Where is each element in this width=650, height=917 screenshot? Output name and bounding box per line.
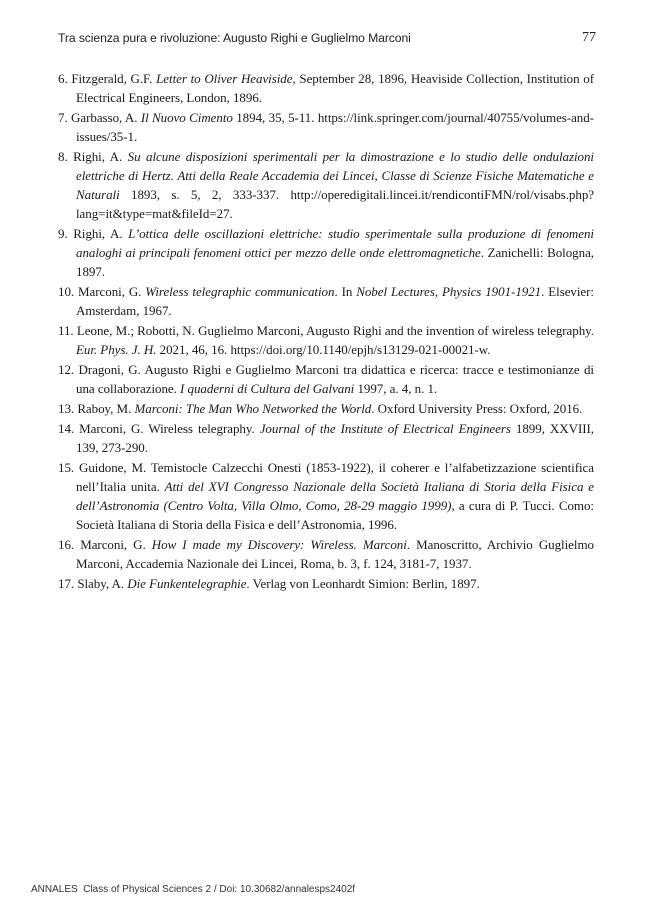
journal-footer: ANNALES Class of Physical Sciences 2 / Doi: 10.30682/annalesps2402f: [31, 884, 356, 895]
reference-title: I quaderni di Cultura del Galvani: [180, 381, 355, 396]
reference-text: Marconi, G.: [80, 537, 152, 552]
reference-number: 10.: [58, 284, 79, 299]
reference-text: . Zanichelli: Bologna, 1897.: [76, 245, 594, 279]
reference-item: [58, 224, 594, 281]
reference-number: 9.: [58, 226, 74, 241]
reference-title: Atti del XVI Congresso Nazionale della Società Italiana di Storia della Fisica e dell’Astronomia (Centro Volta, Villa Olmo, Como, 28-29 maggio 1999): [76, 479, 594, 513]
reference-text: Fitzgerald, G.F.: [71, 71, 157, 86]
reference-title: Eur. Phys. J. H.: [76, 342, 157, 357]
reference-item: [58, 69, 594, 107]
reference-number: 7.: [58, 110, 72, 125]
reference-number: 16.: [58, 537, 81, 552]
reference-text: 1894, 35, 5-11. https://link.springer.com/journal/40755/volumes-and-issues/35-1.: [76, 110, 594, 144]
reference-text: 1997, a. 4, n. 1.: [354, 381, 438, 396]
reference-text: Guidone, M. Temistocle Calzecchi Onesti (1853-1922), il coherer e l’alfabetizzazione scientifica nell’Italia unita.: [76, 460, 594, 494]
reference-text: 2021, 46, 16. https://doi.org/10.1140/epjh/s13129-021-00021-w.: [156, 342, 491, 357]
reference-list: [58, 69, 594, 594]
reference-text: Slaby, A.: [77, 576, 128, 591]
reference-text: Righi, A.: [73, 226, 129, 241]
reference-title: Marconi: The Man Who Networked the World: [134, 401, 372, 416]
reference-number: 12.: [58, 362, 79, 377]
reference-number: 17.: [58, 576, 78, 591]
reference-number: 8.: [58, 149, 74, 164]
reference-item: [58, 574, 594, 593]
reference-text: . In: [334, 284, 357, 299]
reference-number: 11.: [58, 323, 77, 338]
reference-text: Dragoni, G. Augusto Righi e Guglielmo Marconi tra didattica e ricerca: tracce e testimonianze di una collaborazione.: [76, 362, 594, 396]
reference-text: Garbasso, A.: [71, 110, 141, 125]
reference-text: . Oxford University Press: Oxford, 2016.: [371, 401, 583, 416]
reference-text: . Elsevier: Amsterdam, 1967.: [76, 284, 594, 318]
reference-text: , a cura di P. Tucci. Como: Società Italiana di Storia della Fisica e dell’Astronomia, 1996.: [76, 498, 594, 532]
reference-text: , September 28, 1896, Heaviside Collection, Institution of Electrical Engineers, London, 1896.: [76, 71, 594, 105]
reference-title: Il Nuovo Cimento: [140, 110, 233, 125]
reference-item: [58, 108, 594, 146]
reference-text: Marconi, G.: [78, 284, 146, 299]
reference-number: 14.: [58, 421, 80, 436]
reference-item: [58, 399, 594, 418]
reference-item: [58, 360, 594, 398]
reference-number: 6.: [58, 71, 72, 86]
reference-item: [58, 282, 594, 320]
reference-title: Nobel Lectures, Physics 1901-1921: [356, 284, 542, 299]
page-number: 77: [582, 30, 596, 45]
reference-number: 13.: [58, 401, 78, 416]
reference-number: 15.: [58, 460, 79, 475]
reference-text: Marconi, G. Wireless telegraphy.: [79, 421, 260, 436]
page-header: [58, 31, 596, 51]
reference-title: L’ottica delle oscillazioni elettriche: studio sperimentale sulla produzione di fenomeni analoghi ai principali fenomeni ottici per mezzo delle onde elettromagnetiche: [76, 226, 594, 260]
reference-text: . Manoscritto, Archivio Guglielmo Marconi, Accademia Nazionale dei Lincei, Roma, b. 3, f. 124, 3181-7, 1937.: [76, 537, 594, 571]
reference-item: [58, 419, 594, 457]
reference-item: [58, 147, 594, 223]
reference-text: . Verlag von Leonhardt Simion: Berlin, 1897.: [246, 576, 480, 591]
reference-text: Leone, M.; Robotti, N. Guglielmo Marconi, Augusto Righi and the invention of wireless telegraphy.: [76, 323, 594, 338]
reference-text: Raboy, M.: [77, 401, 135, 416]
reference-title: Su alcune disposizioni sperimentali per la dimostrazione e lo studio delle ondulazioni elettriche di Hertz. Atti della Reale Accademia dei Lincei, Classe di Scienze Fisiche Matematiche e Naturali: [76, 149, 594, 202]
reference-text: 1893, s. 5, 2, 333-337. http://operedigitali.lincei.it/rendicontiFMN/rol/visabs.php?lang=it&type=mat&fileId=27.: [76, 187, 594, 221]
reference-title: Wireless telegraphic communication: [145, 284, 335, 299]
reference-item: [58, 321, 594, 359]
running-title: Tra scienza pura e rivoluzione: Augusto Righi e Guglielmo Marconi: [58, 31, 411, 45]
reference-title: Letter to Oliver Heaviside: [156, 71, 293, 86]
reference-title: Die Funkentelegraphie: [127, 576, 247, 591]
reference-item: [58, 458, 594, 534]
reference-text: 1899, XXVIII, 139, 273-290.: [76, 421, 594, 455]
reference-title: How I made my Discovery: Wireless. Marconi: [151, 537, 407, 552]
reference-item: [58, 535, 594, 573]
reference-title: Journal of the Institute of Electrical Engineers: [259, 421, 511, 436]
reference-text: Righi, A.: [73, 149, 128, 164]
